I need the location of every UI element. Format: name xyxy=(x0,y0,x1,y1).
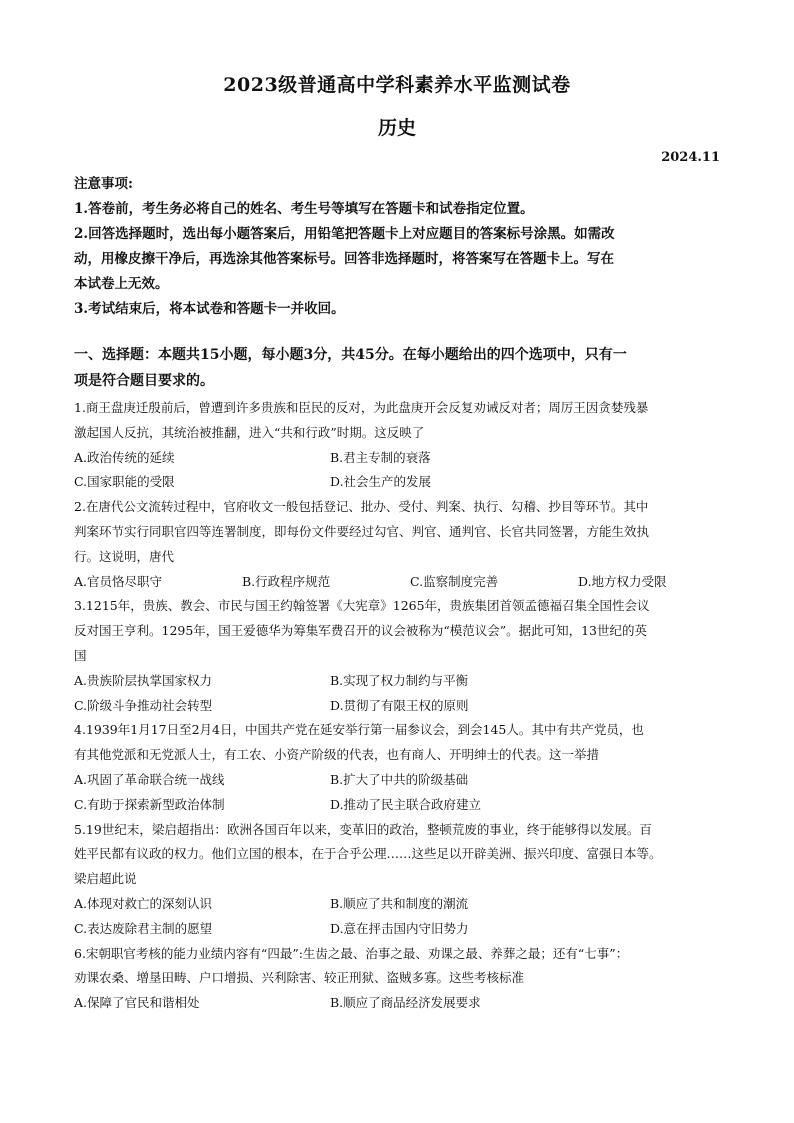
notes-line: 1.答卷前，考生务必将自己的姓名、考生号等填写在答题卡和试卷指定位置。 xyxy=(74,201,534,217)
notes-block xyxy=(74,172,720,322)
exam-title: 2023级普通高中学科素养水平监测试卷 xyxy=(223,74,571,96)
option-row xyxy=(74,694,732,719)
option-a: A.官员恪尽职守 xyxy=(74,573,163,589)
option-c: C.表达废除君主制的愿望 xyxy=(74,920,213,936)
option-a: A.政治传统的延续 xyxy=(74,449,175,465)
question-stem-line: 6.宋朝职官考核的能力业绩内容有“四最”:生齿之最、治事之最、劝课之最、养葬之最；还有“七事”： xyxy=(74,945,629,961)
question-stem-line: 1.商王盘庚迁殷前后，曾遭到许多贵族和臣民的反对，为此盘庚开会反复劝诫反对者；周厉王因贪婪残暴 xyxy=(74,400,649,415)
option-c: C.有助于探索新型政治体制 xyxy=(74,796,225,812)
section-heading xyxy=(74,342,724,394)
notes-line: 3.考试结束后，将本试卷和答题卡一并收回。 xyxy=(74,301,345,317)
option-b: B.君主专制的衰落 xyxy=(330,449,431,465)
option-row xyxy=(74,669,732,694)
option-b: B.顺应了商品经济发展要求 xyxy=(330,995,481,1011)
question-stem-line: 5.19世纪末，梁启超指出：欧洲各国百年以来，变革旧的政治，整顿荒废的事业，终于能够得以发展。百 xyxy=(74,821,652,837)
section-heading-line: 一、选择题：本题共15小题，每小题3分，共45分。在每小题给出的四个选项中，只有一 xyxy=(74,347,627,363)
option-d: D.贯彻了有限王权的原则 xyxy=(330,697,469,713)
option-row xyxy=(74,470,732,495)
question-stem-line: 有其他党派和无党派人士，有工农、小资产阶级的代表，也有商人、开明绅士的代表。这一举措 xyxy=(74,747,600,763)
question-2 xyxy=(74,495,732,594)
option-b: B.行政程序规范 xyxy=(242,573,331,589)
question-stem-line: 姓平民都有议政的权力。他们立国的根本，在于合乎公理……这些足以开辟美洲、振兴印度、富强日本等。 xyxy=(74,846,662,862)
question-5 xyxy=(74,818,732,942)
notes-line: 动，用橡皮擦干净后，再选涂其他答案标号。回答非选择题时，将答案写在答题卡上。写在 xyxy=(74,251,614,267)
option-b: B.扩大了中共的阶级基础 xyxy=(330,771,469,787)
question-list xyxy=(74,396,732,1016)
notes-line: 2.回答选择题时，选出每小题答案后，用铅笔把答题卡上对应题目的答案标号涂黑。如需改 xyxy=(74,226,615,242)
option-c: C.国家职能的受限 xyxy=(74,474,175,490)
option-row xyxy=(74,917,732,942)
option-b: B.顺应了共和制度的潮流 xyxy=(330,895,469,911)
question-stem-line: 4.1939年1月17日至2月4日，中国共产党在延安举行第一届参议会，到会145人。其中有共产党员，也 xyxy=(74,722,644,738)
question-stem-line: 劝课农桑、增垦田畴、户口增损、兴利除害、较正刑狱、盗贼多寡。这些考核标准 xyxy=(74,970,525,986)
option-row xyxy=(74,446,732,471)
question-stem-line: 判案环节实行同职官四等连署制度，即每份文件要经过勾官、判官、通判官、长官共同签署，方能生效执 xyxy=(74,523,650,539)
option-d: D.社会生产的发展 xyxy=(330,474,432,490)
option-d: D.意在抨击国内守旧势力 xyxy=(330,920,469,936)
option-c: C.阶级斗争推动社会转型 xyxy=(74,697,213,713)
notes-line: 本试卷上无效。 xyxy=(74,276,169,292)
question-stem-line: 国 xyxy=(74,647,87,663)
option-row xyxy=(74,570,732,595)
question-stem-line: 激起国人反抗，其统治被推翻，进入“共和行政”时期。这反映了 xyxy=(74,424,425,440)
exam-date: 2024.11 xyxy=(661,150,720,165)
question-1 xyxy=(74,396,732,495)
option-a: A.保障了官民和谐相处 xyxy=(74,995,200,1011)
option-a: A.体现对救亡的深刻认识 xyxy=(74,895,213,911)
question-4 xyxy=(74,718,732,817)
question-3 xyxy=(74,594,732,718)
question-6 xyxy=(74,942,732,1016)
question-stem-line: 梁启超此说 xyxy=(74,871,137,887)
option-row xyxy=(74,991,732,1016)
subject-title: 历史 xyxy=(377,117,416,139)
notes-heading: 注意事项: xyxy=(74,176,133,192)
option-c: C.监察制度完善 xyxy=(410,573,499,589)
option-row xyxy=(74,768,732,793)
question-stem-line: 2.在唐代公文流转过程中，官府收文一般包括登记、批办、受付、判案、执行、勾稽、抄目等环节。其中 xyxy=(74,499,649,515)
option-row xyxy=(74,793,732,818)
question-stem-line: 反对国王亨利。1295年，国王爱德华为筹集军费召开的议会被称为“模范议会”。据此可知，13世纪的英 xyxy=(74,623,647,639)
question-stem-line: 行。这说明，唐代 xyxy=(74,548,175,564)
option-d: D.地方权力受限 xyxy=(578,573,667,589)
question-stem-line: 3.1215年，贵族、教会、市民与国王约翰签署《大宪章》1265年，贵族集团首领孟德福召集全国性会议 xyxy=(74,598,650,614)
option-b: B.实现了权力制约与平衡 xyxy=(330,672,469,688)
section-heading-line: 项是符合题目要求的。 xyxy=(74,373,214,389)
option-a: A.巩固了革命联合统一战线 xyxy=(74,771,225,787)
option-d: D.推动了民主联合政府建立 xyxy=(330,796,482,812)
option-row xyxy=(74,892,732,917)
option-a: A.贵族阶层执掌国家权力 xyxy=(74,672,213,688)
